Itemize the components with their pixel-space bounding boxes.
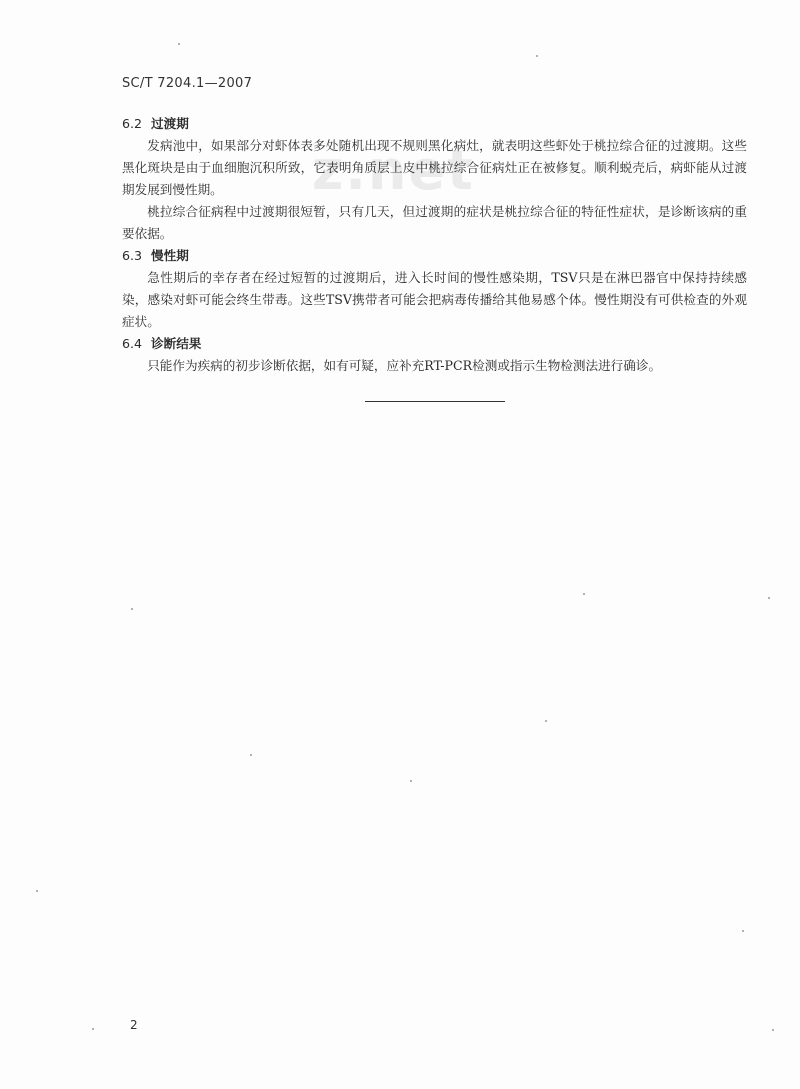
scan-speck [178, 43, 180, 45]
section-6-3 [122, 245, 747, 333]
paragraph: 桃拉综合征病程中过渡期很短暂，只有几天，但过渡期的症状是桃拉综合征的特征性症状，是诊断该病的重要依据。 [122, 204, 747, 241]
scan-speck [36, 890, 38, 892]
section-number: 6.3 [122, 248, 143, 263]
scan-speck [583, 593, 585, 595]
scan-speck [768, 597, 770, 599]
scan-speck [772, 1029, 774, 1031]
end-rule [365, 401, 505, 402]
scan-speck [131, 608, 133, 610]
scan-speck [250, 754, 252, 756]
paragraph: 发病池中，如果部分对虾体表多处随机出现不规则黑化病灶，就表明这些虾处于桃拉综合征的过渡期。这些黑化斑块是由于血细胞沉积所致，它表明角质层上皮中桃拉综合征病灶正在被修复。顺利蜕壳后，病虾能从过渡期发展到慢性期。 [122, 138, 747, 197]
section-number: 6.4 [122, 336, 143, 351]
scan-speck [536, 55, 538, 57]
section-title: 过渡期 [151, 116, 189, 131]
section-heading [122, 245, 747, 267]
section-heading [122, 333, 747, 355]
section-title: 慢性期 [151, 248, 189, 263]
paragraph: 急性期后的幸存者在经过短暂的过渡期后，进入长时间的慢性感染期，TSV只是在淋巴器官中保持持续感染，感染对虾可能会终生带毒。这些TSV携带者可能会把病毒传播给其他易感个体。慢性期没有可供检查的外观症状。 [122, 270, 747, 329]
scan-speck [545, 720, 547, 722]
document-body [122, 113, 747, 377]
watermark: z.net [312, 139, 475, 202]
section-6-2 [122, 113, 747, 245]
standard-code-header: SC/T 7204.1—2007 [122, 76, 253, 91]
section-6-4 [122, 333, 747, 377]
scan-speck [742, 930, 744, 932]
section-number: 6.2 [122, 116, 143, 131]
page-number: 2 [130, 1018, 138, 1032]
section-heading [122, 113, 747, 135]
scan-speck [92, 1028, 94, 1030]
scan-speck [410, 780, 412, 782]
paragraph: 只能作为疾病的初步诊断依据，如有可疑，应补充RT-PCR检测或指示生物检测法进行确诊。 [147, 358, 662, 373]
section-title: 诊断结果 [151, 336, 202, 351]
